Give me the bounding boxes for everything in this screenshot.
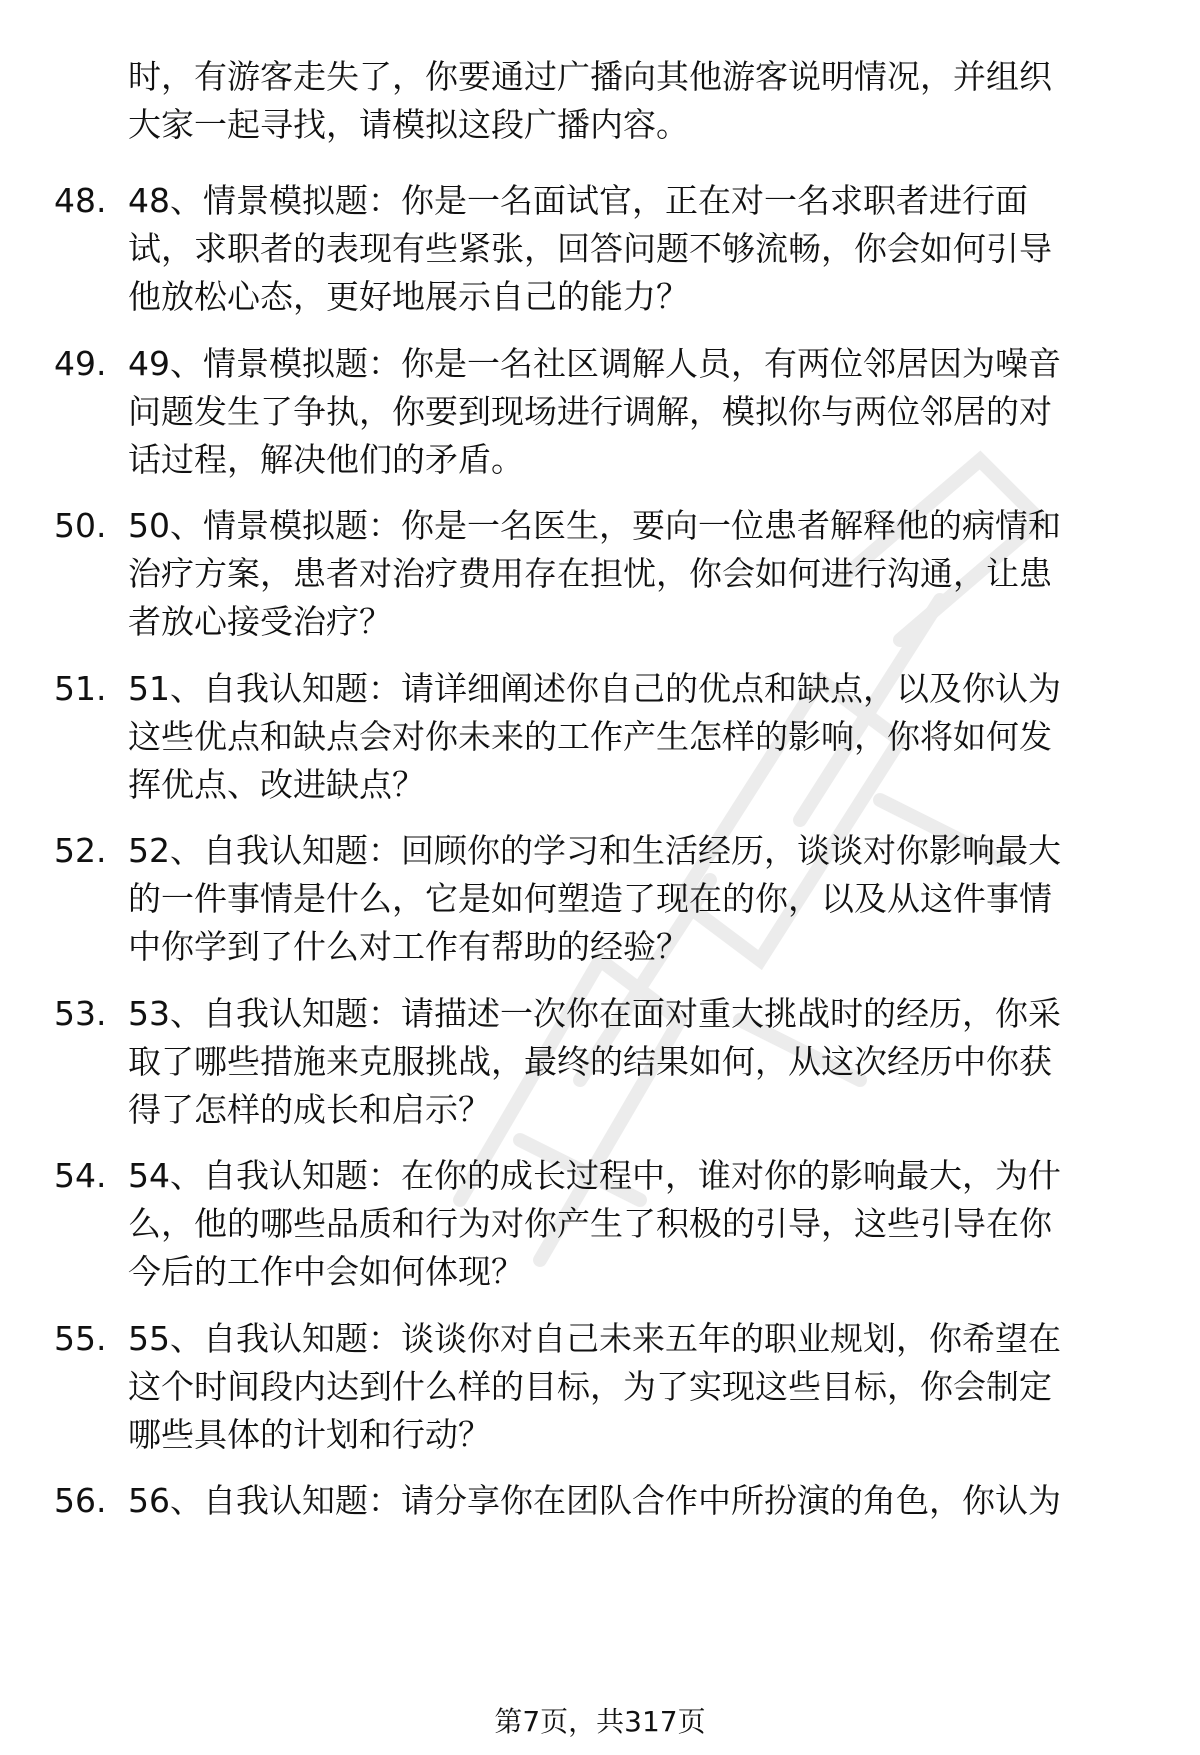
item-number: 51. bbox=[54, 669, 107, 708]
item-line: 53、自我认知题：请描述一次你在面对重大挑战时的经历，你采 bbox=[128, 994, 1061, 1033]
item-line: 这些优点和缺点会对你未来的工作产生怎样的影响，你将如何发 bbox=[128, 717, 1052, 756]
item-line: 52、自我认知题：回顾你的学习和生活经历，谈谈对你影响最大 bbox=[128, 831, 1061, 870]
item-line: 哪些具体的计划和行动？ bbox=[128, 1415, 491, 1454]
item-number: 54. bbox=[54, 1156, 107, 1195]
item-line: 么，他的哪些品质和行为对你产生了积极的引导，这些引导在你 bbox=[128, 1204, 1052, 1243]
item-line: 者放心接受治疗？ bbox=[128, 602, 392, 641]
continuation-line-1: 时，有游客走失了，你要通过广播向其他游客说明情况，并组织 bbox=[128, 57, 1052, 96]
item-number: 52. bbox=[54, 831, 107, 870]
item-line: 56、自我认知题：请分享你在团队合作中所扮演的角色，你认为 bbox=[128, 1481, 1061, 1520]
item-line: 今后的工作中会如何体现？ bbox=[128, 1252, 524, 1291]
item-line: 试，求职者的表现有些紧张，回答问题不够流畅，你会如何引导 bbox=[128, 229, 1052, 268]
item-number: 49. bbox=[54, 344, 107, 383]
item-line: 51、自我认知题：请详细阐述你自己的优点和缺点，以及你认为 bbox=[128, 669, 1061, 708]
item-line: 50、情景模拟题：你是一名医生，要向一位患者解释他的病情和 bbox=[128, 506, 1061, 545]
item-line: 54、自我认知题：在你的成长过程中，谁对你的影响最大，为什 bbox=[128, 1156, 1061, 1195]
item-line: 49、情景模拟题：你是一名社区调解人员，有两位邻居因为噪音 bbox=[128, 344, 1061, 383]
item-line: 挥优点、改进缺点？ bbox=[128, 765, 425, 804]
item-line: 话过程，解决他们的矛盾。 bbox=[128, 440, 524, 479]
continuation-line-2: 大家一起寻找，请模拟这段广播内容。 bbox=[128, 105, 689, 144]
item-line: 治疗方案，患者对治疗费用存在担忧，你会如何进行沟通，让患 bbox=[128, 554, 1052, 593]
item-number: 56. bbox=[54, 1481, 107, 1520]
item-number: 53. bbox=[54, 994, 107, 1033]
item-number: 55. bbox=[54, 1319, 107, 1358]
item-line: 取了哪些措施来克服挑战，最终的结果如何，从这次经历中你获 bbox=[128, 1042, 1052, 1081]
item-line: 55、自我认知题：谈谈你对自己未来五年的职业规划，你希望在 bbox=[128, 1319, 1061, 1358]
page-footer: 第7页，共317页 bbox=[494, 1705, 706, 1738]
item-line: 48、情景模拟题：你是一名面试官，正在对一名求职者进行面 bbox=[128, 181, 1028, 220]
item-line: 这个时间段内达到什么样的目标，为了实现这些目标，你会制定 bbox=[128, 1367, 1052, 1406]
item-number: 50. bbox=[54, 506, 107, 545]
item-line: 他放松心态，更好地展示自己的能力？ bbox=[128, 277, 689, 316]
item-line: 得了怎样的成长和启示？ bbox=[128, 1090, 491, 1129]
item-number: 48. bbox=[54, 181, 107, 220]
item-line: 的一件事情是什么，它是如何塑造了现在的你，以及从这件事情 bbox=[128, 879, 1052, 918]
item-line: 问题发生了争执，你要到现场进行调解，模拟你与两位邻居的对 bbox=[128, 392, 1052, 431]
item-line: 中你学到了什么对工作有帮助的经验？ bbox=[128, 927, 689, 966]
